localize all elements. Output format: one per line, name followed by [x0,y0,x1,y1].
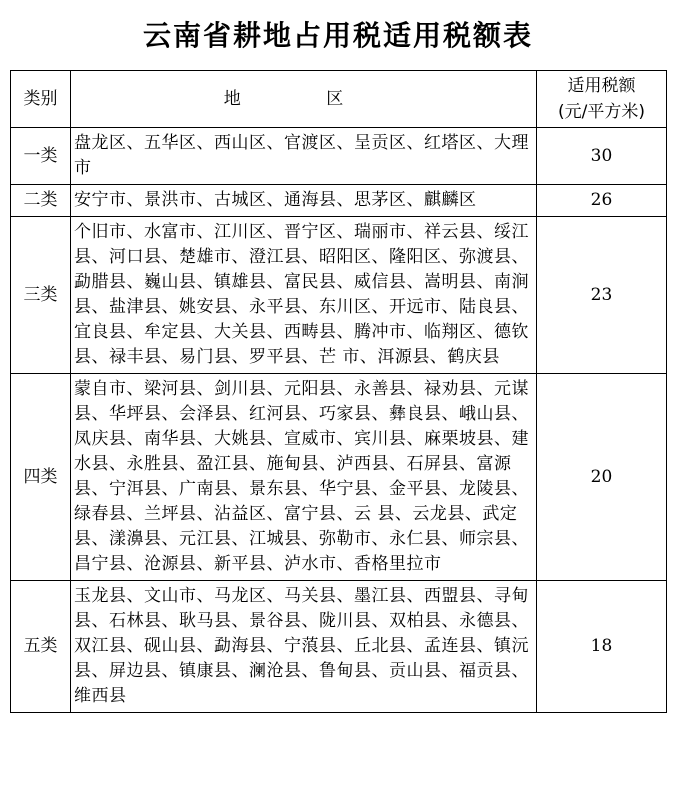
rate-cell: 18 [537,581,667,713]
rate-cell: 20 [537,374,667,581]
table-row [11,581,667,713]
area-cell: 安宁市、景洪市、古城区、通海县、思茅区、麒麟区 [71,185,537,217]
header-rate [537,71,667,128]
category-cell: 五类 [11,581,71,713]
header-rate-line2: (元/平方米) [558,102,645,122]
category-cell: 一类 [11,128,71,185]
header-rate-line1: 适用税额 [567,76,636,96]
table-row [11,185,667,217]
header-area [71,71,537,128]
table-row [11,128,667,185]
table-header-row [11,71,667,128]
rate-cell: 23 [537,217,667,374]
rate-cell: 30 [537,128,667,185]
table-row [11,374,667,581]
category-cell: 四类 [11,374,71,581]
table-row [11,217,667,374]
area-cell: 蒙自市、梁河县、剑川县、元阳县、永善县、禄劝县、元谋县、华坪县、会泽县、红河县、巧家县、彝良县、峨山县、凤庆县、南华县、大姚县、宣威市、宾川县、麻栗坡县、建水县、永胜县、盈江县、施甸县、泸西县、石屏县、富源县、宁洱县、广南县、景东县、华宁县、金平县、龙陵县、绿春县、兰坪县、沾益区、富宁县、云 县、云龙县、武定县、漾濞县、元江县、江城县、弥勒市、永仁县、师宗县、昌宁县、沧源县、新平县、泸水市、香格里拉市 [71,374,537,581]
area-cell: 盘龙区、五华区、西山区、官渡区、呈贡区、红塔区、大理市 [71,128,537,185]
category-cell: 二类 [11,185,71,217]
tax-rate-table [10,70,667,713]
area-cell: 个旧市、水富市、江川区、晋宁区、瑞丽市、祥云县、绥江县、河口县、楚雄市、澄江县、昭阳区、隆阳区、弥渡县、勐腊县、巍山县、镇雄县、富民县、威信县、嵩明县、南涧县、盐津县、姚安县、永平县、东川区、开远市、陆良县、宜良县、牟定县、大关县、西畴县、腾冲市、临翔区、德钦县、禄丰县、易门县、罗平县、芒 市、洱源县、鹤庆县 [71,217,537,374]
header-area-label: 地 区 [223,88,384,109]
category-cell: 三类 [11,217,71,374]
page-title: 云南省耕地占用税适用税额表 [142,19,533,52]
area-cell: 玉龙县、文山市、马龙区、马关县、墨江县、西盟县、寻甸县、石林县、耿马县、景谷县、陇川县、双柏县、永德县、双江县、砚山县、勐海县、宁蒗县、丘北县、孟连县、镇沅县、屏边县、镇康县、澜沧县、鲁甸县、贡山县、福贡县、维西县 [71,581,537,713]
rate-cell: 26 [537,185,667,217]
header-category: 类别 [11,71,71,128]
